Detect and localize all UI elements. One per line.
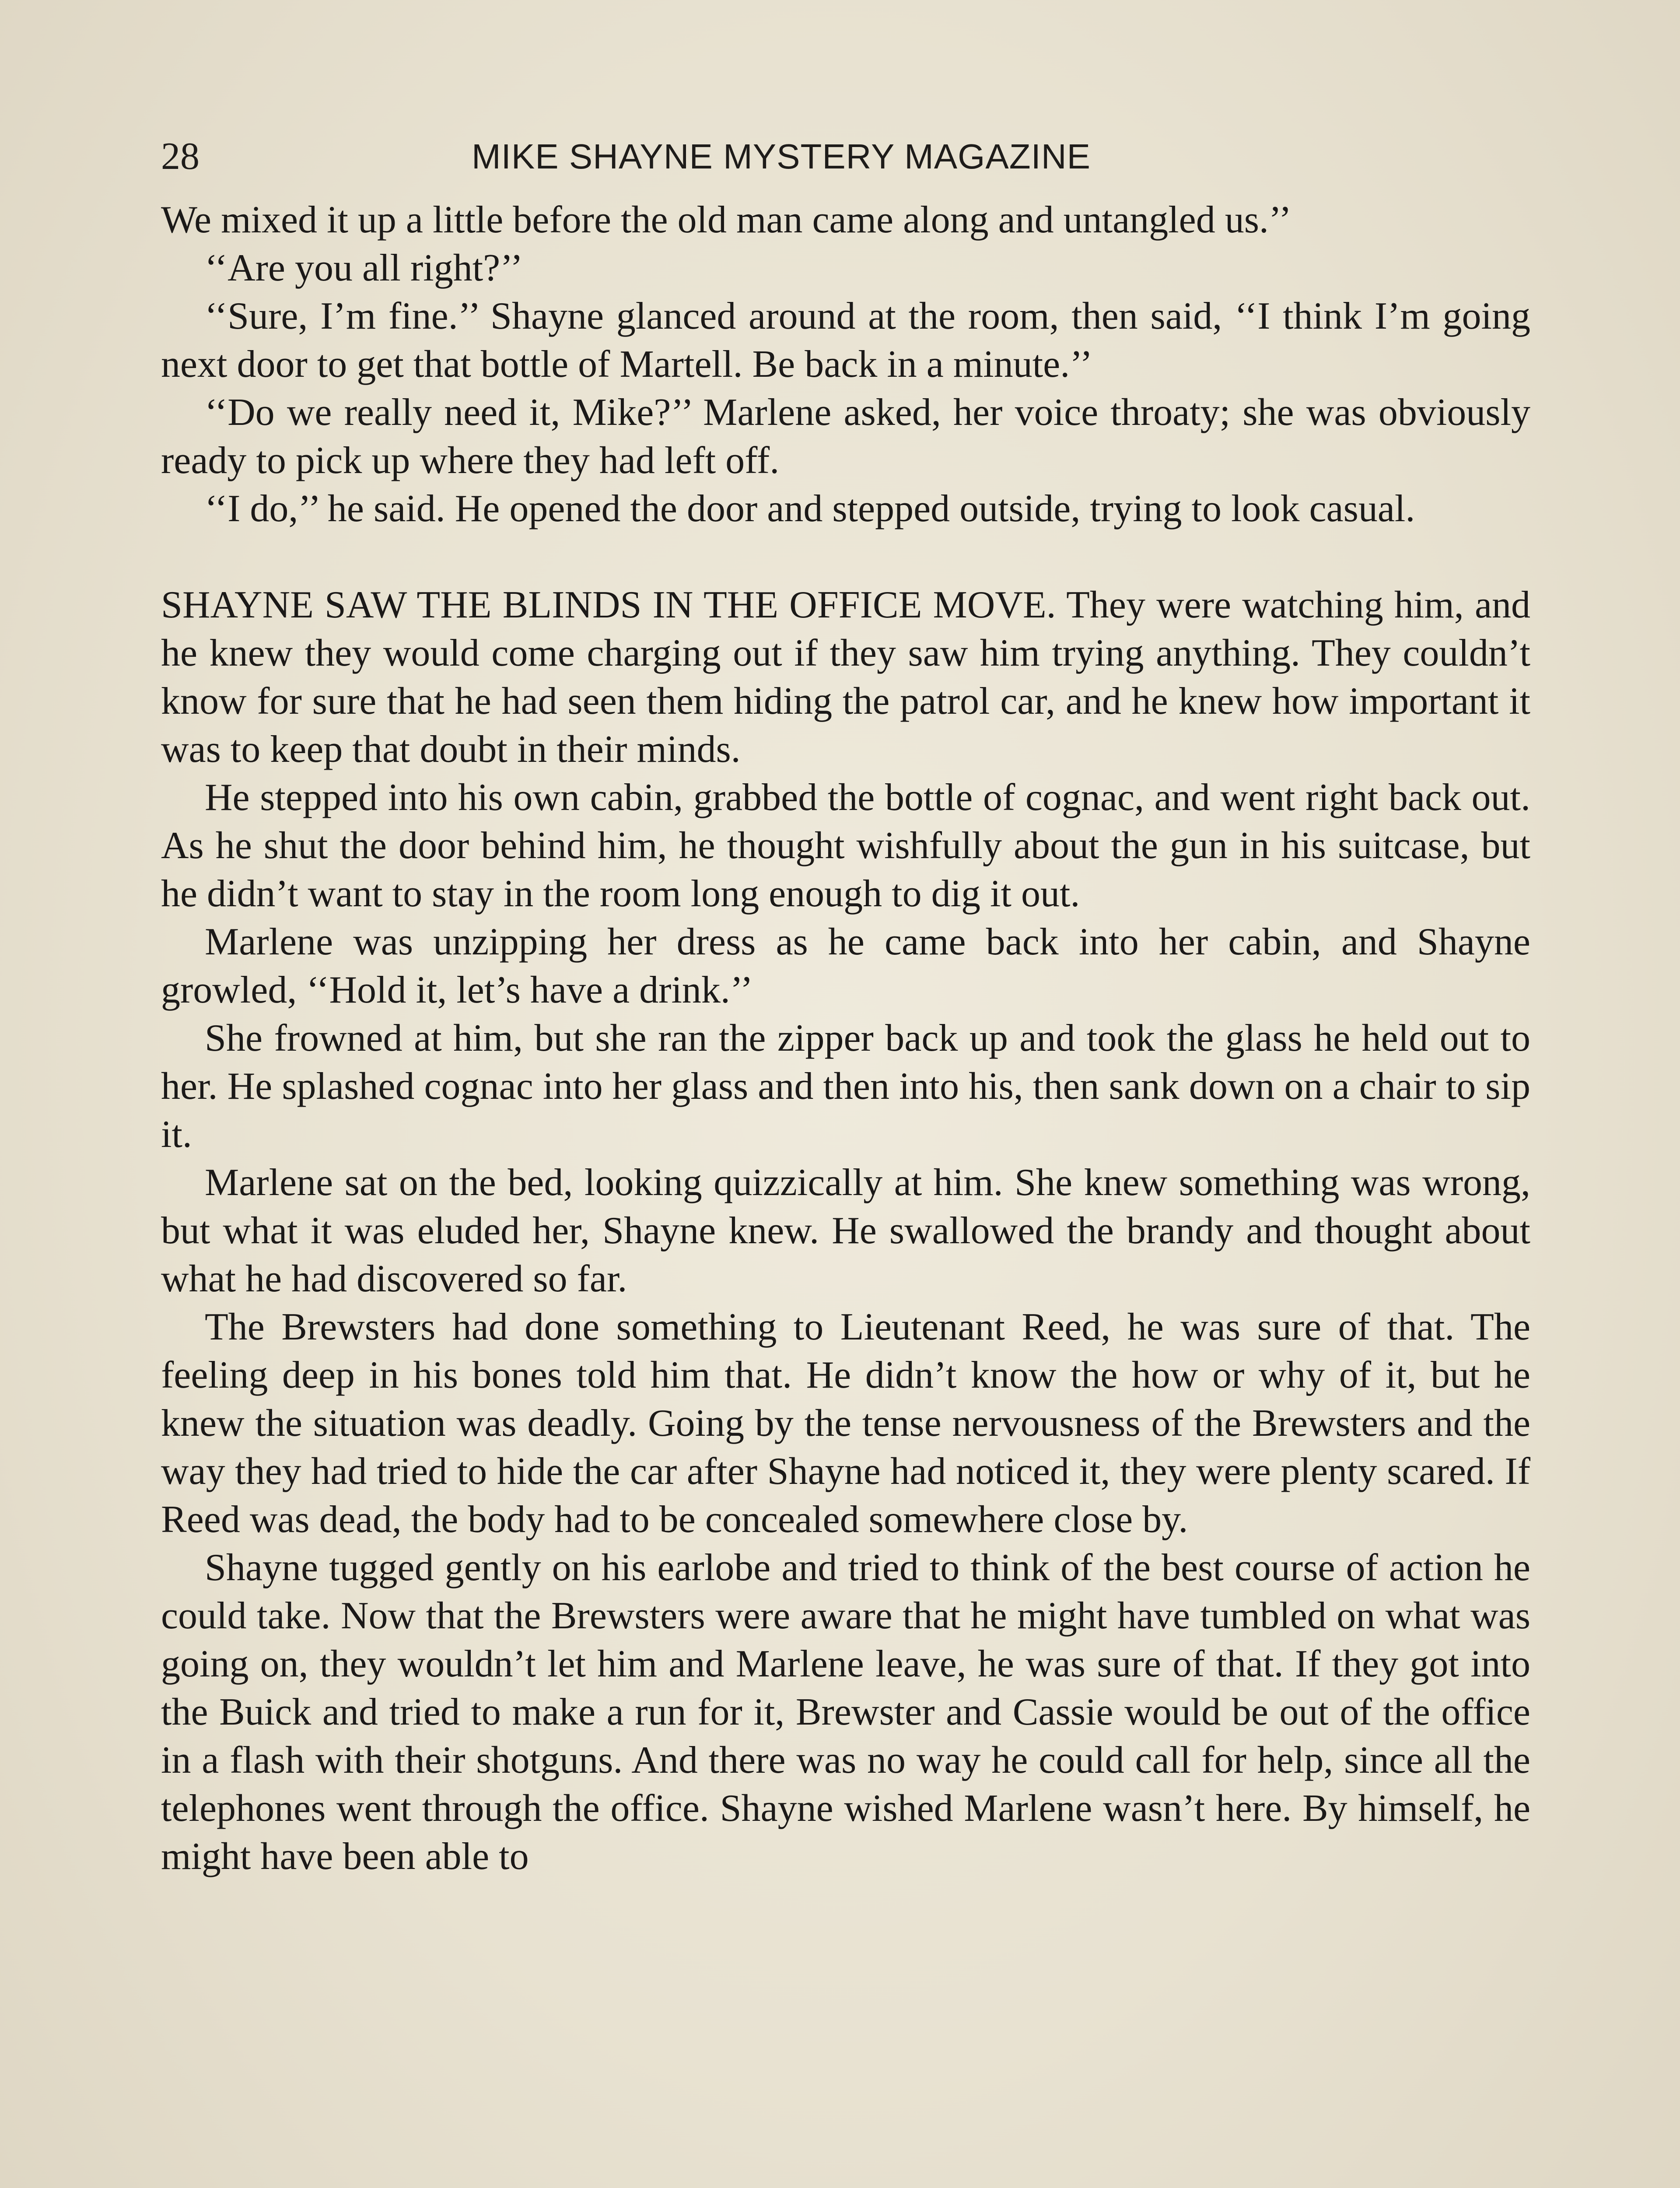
paragraph: Marlene was unzipping her dress as he came back into her cabin, and Shayne growled, ‘‘Hold it, let’s have a drink.’’ (161, 921, 1530, 1011)
paragraph: ‘‘I do,’’ he said. He opened the door and stepped outside, trying to look casual. (205, 487, 1415, 530)
paragraph: Shayne tugged gently on his earlobe and tried to think of the best course of action he could take. Now that the Brewsters were aware that he might have tumbled on what was going on, they wouldn’t let him and Marlene leave, he was sure of that. If they got into the Buick and tried to make a run for it, Brewster and Cassie would be out of the office in a flash with their shotguns. And there was no way he could call for help, since all the telephones went through the office. Shayne wished Marlene wasn’t here. By himself, he might have been able to (161, 1546, 1530, 1878)
section-lead-caps: SHAYNE SAW THE BLINDS IN THE OFFICE MOVE. (161, 584, 1056, 626)
section-break (161, 533, 1530, 581)
paragraph: The Brewsters had done something to Lieutenant Reed, he was sure of that. The feeling deep in his bones told him that. He didn’t know the how or why of it, but he knew the situation was deadly. Going by the tense nervousness of the Brewsters and the way they had tried to hide the car after Shayne had noticed it, they were plenty scared. If Reed was dead, the body had to be concealed somewhere close by. (161, 1306, 1530, 1541)
page-number: 28 (161, 135, 200, 178)
paragraph: Marlene sat on the bed, looking quizzically at him. She knew something was wrong, but what it was eluded her, Shayne knew. He swallowed the brandy and thought about what he had discovered so far. (161, 1161, 1530, 1300)
paragraph: ‘‘Sure, I’m fine.’’ Shayne glanced around at the room, then said, ‘‘I think I’m going next door to get that bottle of Martell. Be back in a minute.’’ (161, 295, 1530, 386)
paragraph: ‘‘Are you all right?’’ (205, 247, 523, 289)
section-opening-paragraph (161, 581, 1530, 774)
running-head: MIKE SHAYNE MYSTERY MAGAZINE (472, 137, 1091, 176)
paragraph: ‘‘Do we really need it, Mike?’’ Marlene asked, her voice throaty; she was obviously ready to pick up where they had left off. (161, 391, 1530, 482)
body-text (161, 196, 1530, 1881)
paragraph-continuation: We mixed it up a little before the old man came along and untangled us.’’ (161, 199, 1292, 241)
paragraph: He stepped into his own cabin, grabbed the bottle of cognac, and went right back out. As he shut the door behind him, he thought wishfully about the gun in his suitcase, but he didn’t want to stay in the room long enough to dig it out. (161, 776, 1530, 915)
section-opening-text: They were watching him, and he knew they would come charging out if they saw him trying anything. They couldn’t know for sure that he had seen them hiding the patrol car, and he knew how important it was to keep that doubt in their minds. (161, 584, 1531, 771)
page-header (161, 130, 1535, 183)
paragraph: She frowned at him, but she ran the zipper back up and took the glass he held out to her. He splashed cognac into her glass and then into his, then sank down on a chair to sip it. (161, 1017, 1530, 1156)
